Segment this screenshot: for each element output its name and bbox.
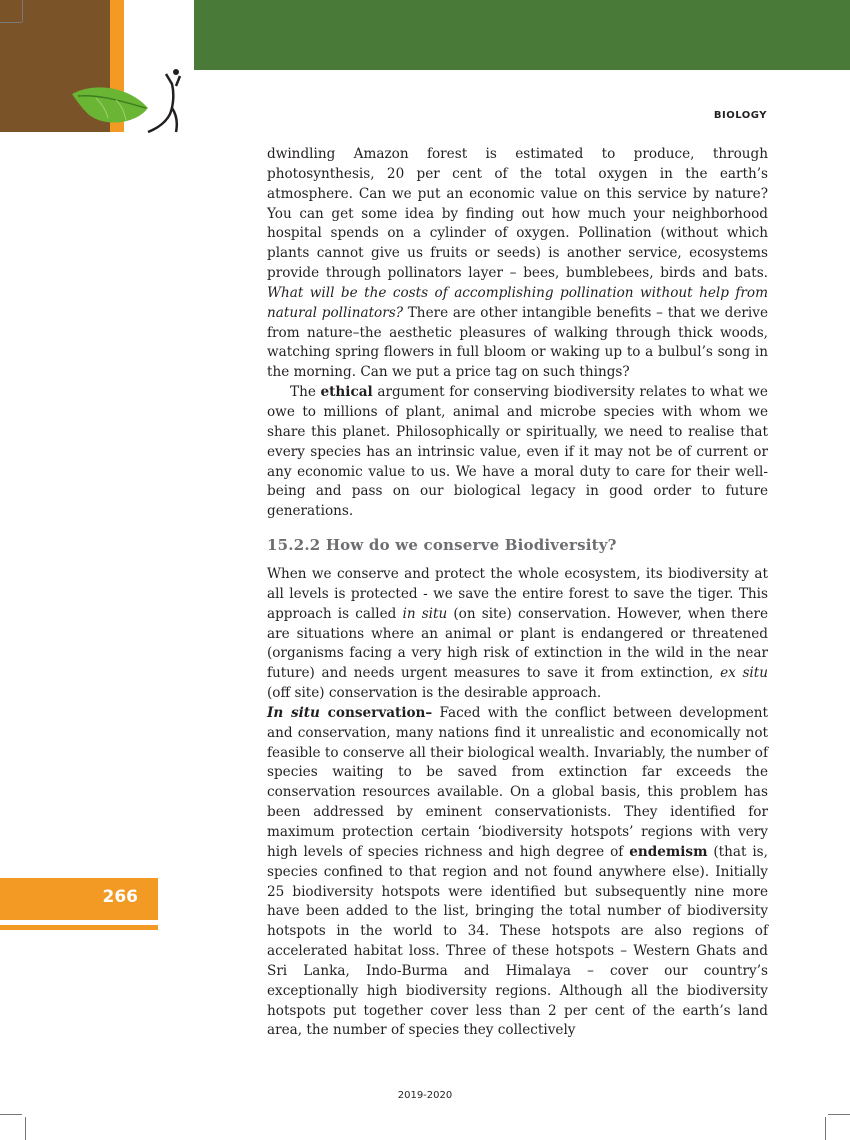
- text-span: (that is, species confined to that region and not found anywhere else). Initially 25 biodiversity hotspots were identified but subsequently nine more have been added to the list, bringing the total number of biodiversity hotspots in the world to 34. These hotspots are also regions of accelerated habitat loss. Three of these hotspots – Western Ghats and Sri Lanka, Indo-Burma and Himalaya – cover our country’s exceptionally high biodiversity regions. Although all the biodiversity hotspots put together cover less than 2 per cent of the earth’s land area, the number of species they collectively: [267, 843, 768, 1039]
- crop-mark: [828, 1114, 850, 1115]
- text-span: When we conserve and protect the whole ecosystem, its biodiversity at all levels is protected - we save the entire forest to save the tiger. This approach is called: [267, 566, 768, 622]
- text-span: Faced with the conflict between development and conservation, many nations find it unrealistic and economically not feasible to conserve all their biological wealth. Invariably, the number of species waiting to be saved from extinction far exceeds the conservation resources available. On a global basis, this problem has been addressed by eminent conservationists. They identified for maximum protection certain ‘biodiversity hotspots’ regions with very high levels of species richness and high degree of: [267, 704, 768, 860]
- text-span: (on site) conservation. However, when there are situations where an animal or plant is endangered or threatened (organisms facing a very high risk of extinction in the wild in the near future) and needs urgent measures to save it from extinction,: [267, 605, 768, 682]
- italic-term: ex situ: [720, 665, 768, 682]
- paragraph: [267, 383, 768, 522]
- crop-mark: [0, 22, 22, 23]
- page-number-underline: [0, 925, 158, 930]
- text-span: dwindling Amazon forest is estimated to produce, through photosynthesis, 20 per cent of the total oxygen in the earth’s atmosphere. Can we put an economic value on this service by nature? You can get some idea by finding out how much your neighborhood hospital spends on a cylinder of oxygen. Pollination (without which plants cannot give us fruits or seeds) is another service, ecosystems provide through pollinators layer – bees, bumblebees, birds and bats.: [267, 146, 768, 282]
- text-span: argument for conserving biodiversity relates to what we owe to millions of plant, animal and microbe species with whom we share this planet. Philosophically or spiritually, we need to realise that every species has an intrinsic value, even if it may not be of current or any economic value to us. We have a moral duty to care for their well-being and pass on our biological legacy in good order to future generations.: [267, 384, 768, 520]
- paragraph: [267, 565, 768, 704]
- paragraph: [267, 145, 768, 383]
- page-number-tab: [0, 878, 158, 920]
- bold-italic-term: In situ: [267, 704, 320, 721]
- italic-term: in situ: [402, 605, 448, 622]
- page-number: 266: [102, 887, 138, 907]
- bold-term: conservation–: [319, 704, 433, 721]
- italic-text: What will be the costs of accomplishing pollination without help from natural pollinators?: [267, 284, 768, 321]
- crop-mark: [22, 0, 23, 22]
- body-text: [267, 145, 768, 1041]
- crop-mark: [0, 1114, 22, 1115]
- footer-year: 2019-2020: [397, 1090, 453, 1101]
- crop-mark: [25, 1117, 26, 1140]
- header-green-bar: [194, 0, 850, 70]
- paragraph: [267, 704, 768, 1041]
- crop-mark: [825, 1117, 826, 1140]
- text-span: There are other intangible benefits – that we derive from nature–the aesthetic pleasures of walking through thick woods, watching spring flowers in full bloom or waking up to a bulbul’s song in the morning. Can we put a price tag on such things?: [267, 304, 768, 381]
- text-span: The: [290, 384, 321, 401]
- bold-term: endemism: [629, 843, 708, 860]
- leaf-logo-icon: [66, 68, 196, 140]
- text-span: (off site) conservation is the desirable approach.: [267, 685, 602, 702]
- bold-term: ethical: [320, 384, 373, 401]
- running-head: BIOLOGY: [713, 110, 767, 121]
- section-heading: 15.2.2 How do we conserve Biodiversity?: [267, 536, 617, 555]
